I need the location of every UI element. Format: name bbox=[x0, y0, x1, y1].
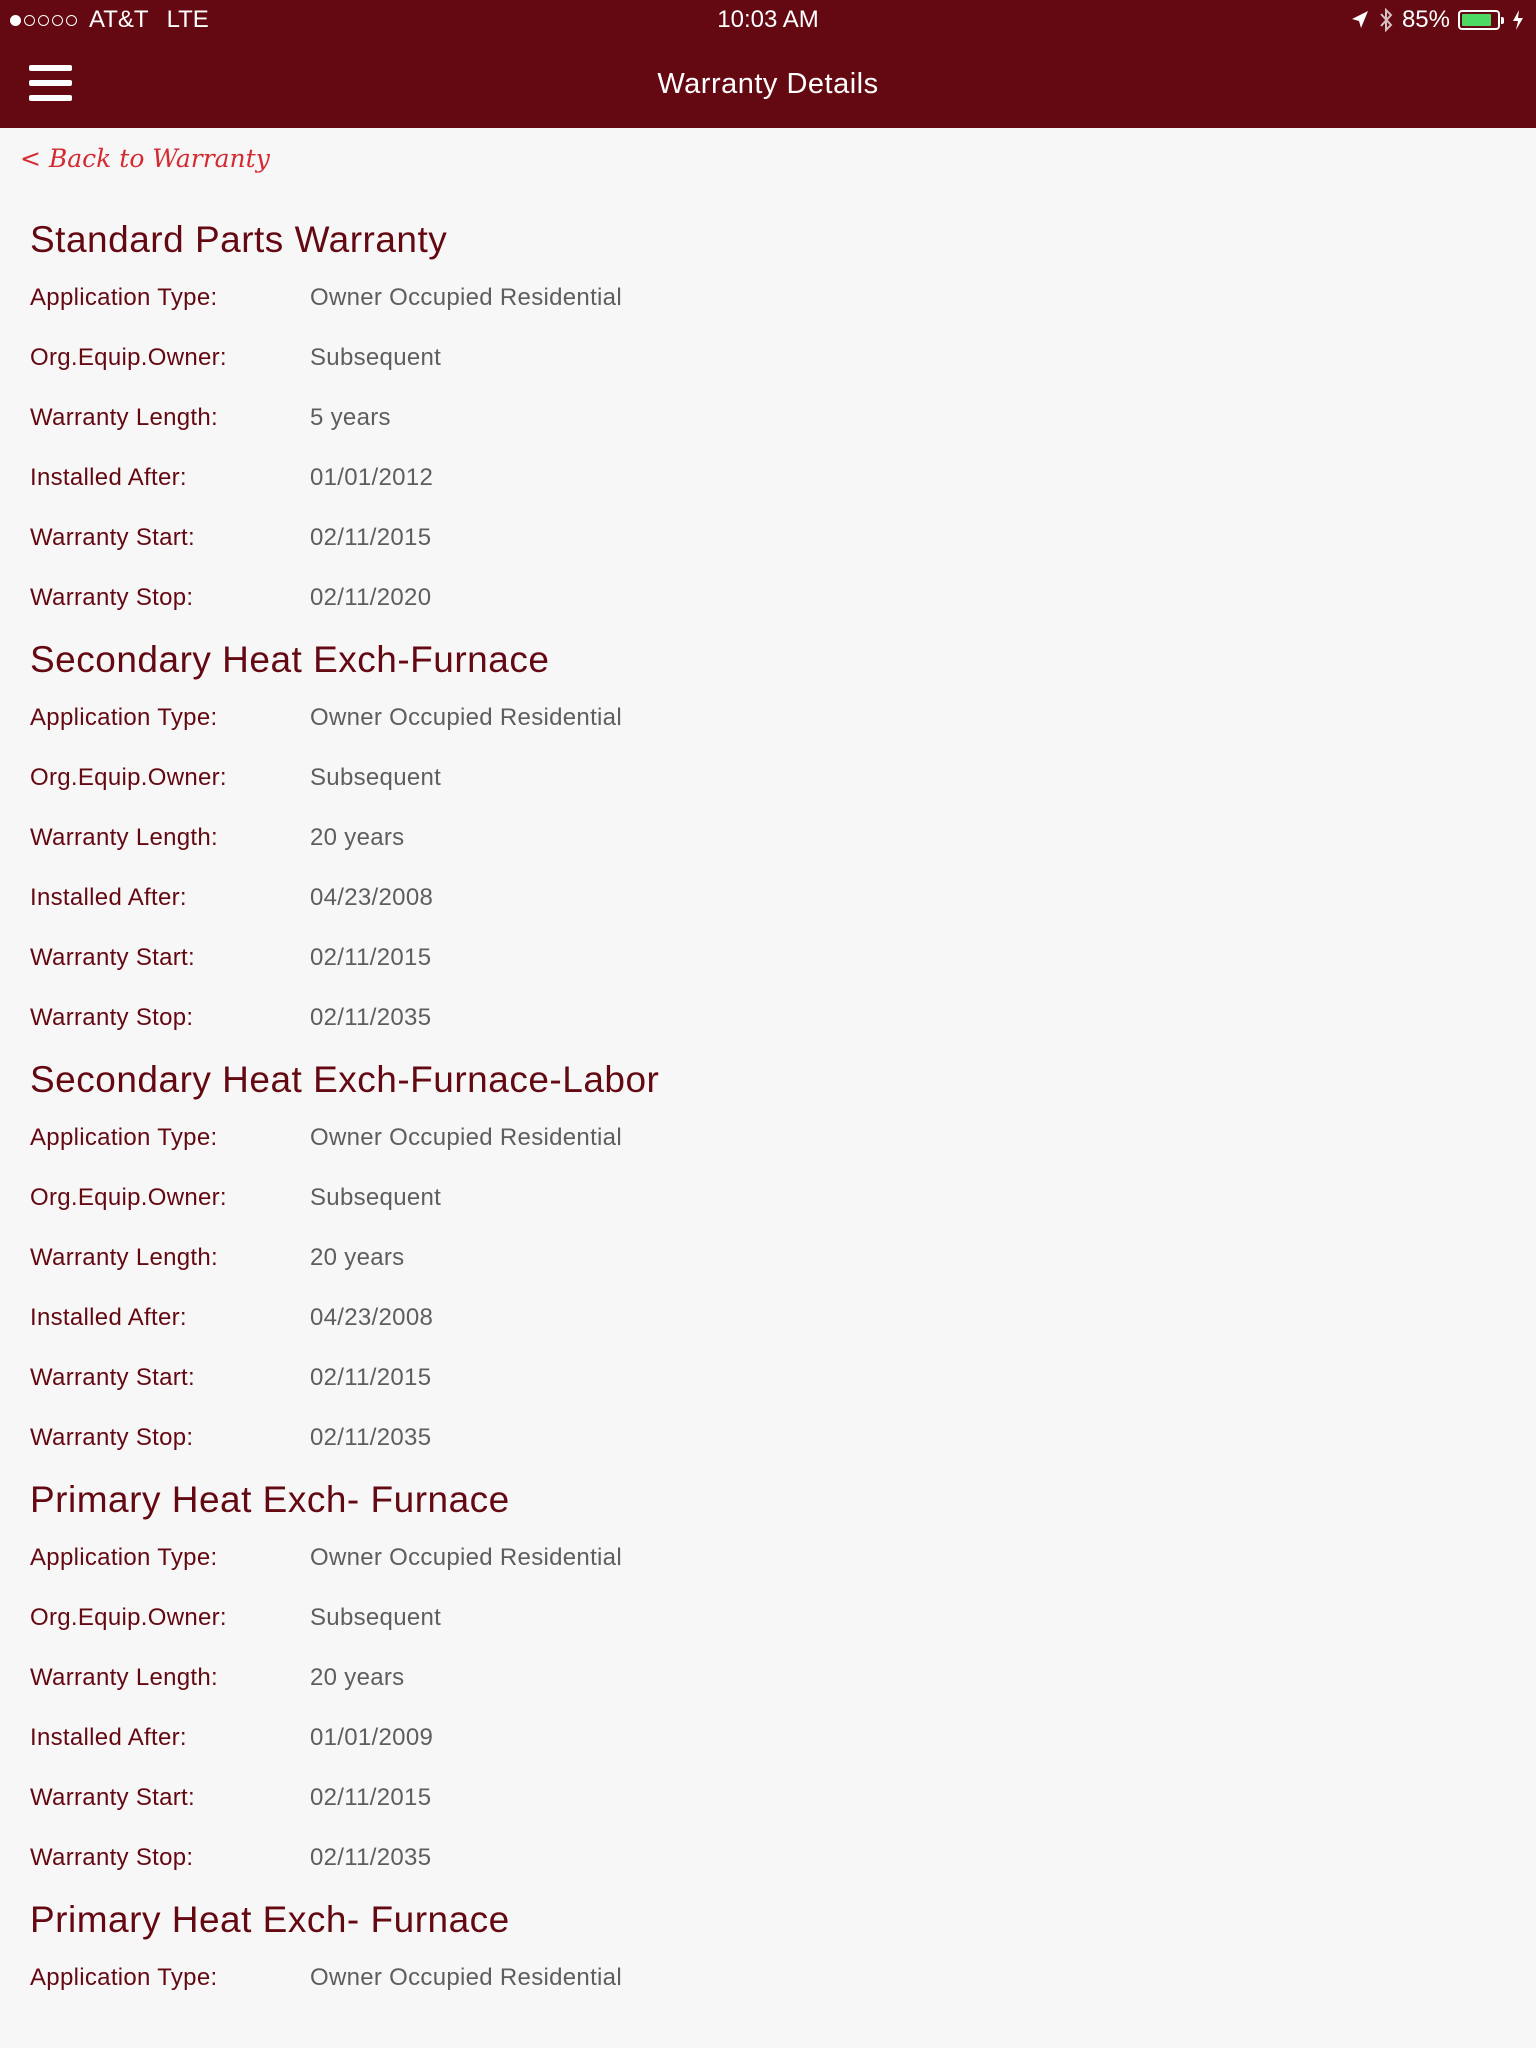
warranty-list bbox=[30, 212, 1506, 2012]
bluetooth-icon bbox=[1378, 7, 1394, 33]
detail-label: Installed After: bbox=[30, 1304, 187, 1331]
detail-label: Application Type: bbox=[30, 1124, 218, 1151]
detail-row bbox=[30, 1828, 1506, 1888]
detail-label: Warranty Length: bbox=[30, 1664, 218, 1691]
detail-row bbox=[30, 1348, 1506, 1408]
detail-value: Owner Occupied Residential bbox=[310, 1544, 622, 1571]
warranty-title: Secondary Heat Exch-Furnace-Labor bbox=[30, 1059, 660, 1100]
detail-label: Warranty Length: bbox=[30, 824, 218, 851]
detail-value: 02/11/2035 bbox=[310, 1424, 432, 1451]
detail-label: Warranty Stop: bbox=[30, 584, 194, 611]
detail-label: Org.Equip.Owner: bbox=[30, 344, 227, 371]
detail-row bbox=[30, 1588, 1506, 1648]
detail-label: Org.Equip.Owner: bbox=[30, 1604, 227, 1631]
warranty-title: Primary Heat Exch- Furnace bbox=[30, 1479, 510, 1520]
charging-bolt-icon bbox=[1512, 9, 1524, 31]
status-bar bbox=[0, 0, 1536, 40]
detail-row bbox=[30, 688, 1506, 748]
top-bar bbox=[0, 0, 1536, 128]
location-arrow-icon bbox=[1350, 9, 1370, 31]
detail-row bbox=[30, 568, 1506, 628]
detail-row bbox=[30, 508, 1506, 568]
detail-label: Installed After: bbox=[30, 1724, 187, 1751]
detail-value: 02/11/2020 bbox=[310, 584, 432, 611]
detail-row bbox=[30, 1948, 1506, 2008]
detail-value: 02/11/2015 bbox=[310, 524, 432, 551]
detail-row bbox=[30, 1408, 1506, 1468]
warranty-section bbox=[30, 212, 1506, 632]
detail-row bbox=[30, 868, 1506, 928]
detail-label: Org.Equip.Owner: bbox=[30, 1184, 227, 1211]
detail-value: 5 years bbox=[310, 404, 391, 431]
detail-value: 02/11/2015 bbox=[310, 1364, 432, 1391]
detail-label: Application Type: bbox=[30, 1964, 218, 1991]
network-type: LTE bbox=[166, 6, 209, 33]
detail-value: 01/01/2009 bbox=[310, 1724, 434, 1751]
battery-icon bbox=[1458, 10, 1500, 30]
detail-value: Subsequent bbox=[310, 1184, 442, 1211]
detail-row bbox=[30, 748, 1506, 808]
detail-value: 01/01/2012 bbox=[310, 464, 434, 491]
detail-label: Application Type: bbox=[30, 1544, 218, 1571]
detail-row bbox=[30, 1768, 1506, 1828]
warranty-section bbox=[30, 1472, 1506, 1892]
navigation-bar bbox=[0, 40, 1536, 128]
detail-value: Owner Occupied Residential bbox=[310, 1124, 622, 1151]
detail-value: 02/11/2015 bbox=[310, 944, 432, 971]
detail-value: 02/11/2015 bbox=[310, 1784, 432, 1811]
detail-label: Warranty Start: bbox=[30, 524, 195, 551]
detail-row bbox=[30, 1228, 1506, 1288]
detail-label: Warranty Start: bbox=[30, 1364, 195, 1391]
detail-label: Installed After: bbox=[30, 884, 187, 911]
detail-row bbox=[30, 1528, 1506, 1588]
detail-value: Subsequent bbox=[310, 344, 442, 371]
status-time: 10:03 AM bbox=[717, 6, 819, 33]
detail-row bbox=[30, 988, 1506, 1048]
detail-value: Owner Occupied Residential bbox=[310, 284, 622, 311]
detail-label: Warranty Start: bbox=[30, 944, 195, 971]
detail-label: Warranty Stop: bbox=[30, 1004, 194, 1031]
warranty-section bbox=[30, 1052, 1506, 1472]
detail-value: 02/11/2035 bbox=[310, 1844, 432, 1871]
detail-label: Application Type: bbox=[30, 704, 218, 731]
detail-label: Warranty Length: bbox=[30, 404, 218, 431]
detail-label: Installed After: bbox=[30, 464, 187, 491]
back-to-warranty-link[interactable]: < Back to Warranty bbox=[20, 144, 270, 173]
section-spacer bbox=[30, 2008, 1506, 2012]
detail-row bbox=[30, 388, 1506, 448]
detail-value: Owner Occupied Residential bbox=[310, 704, 622, 731]
detail-row bbox=[30, 1168, 1506, 1228]
battery-percent: 85% bbox=[1401, 6, 1450, 33]
detail-label: Application Type: bbox=[30, 284, 218, 311]
detail-label: Warranty Length: bbox=[30, 1244, 218, 1271]
carrier-name: AT&T bbox=[89, 6, 149, 33]
status-right bbox=[1350, 0, 1524, 40]
detail-value: 04/23/2008 bbox=[310, 884, 434, 911]
detail-value: 20 years bbox=[310, 824, 405, 851]
warranty-section bbox=[30, 632, 1506, 1052]
detail-row bbox=[30, 1648, 1506, 1708]
detail-row bbox=[30, 448, 1506, 508]
battery-level-fill bbox=[1462, 14, 1491, 26]
detail-row bbox=[30, 1288, 1506, 1348]
detail-value: 20 years bbox=[310, 1244, 405, 1271]
detail-value: 20 years bbox=[310, 1664, 405, 1691]
detail-value: 04/23/2008 bbox=[310, 1304, 434, 1331]
detail-label: Org.Equip.Owner: bbox=[30, 764, 227, 791]
detail-value: Subsequent bbox=[310, 764, 442, 791]
detail-row bbox=[30, 268, 1506, 328]
detail-row bbox=[30, 1708, 1506, 1768]
warranty-title: Secondary Heat Exch-Furnace bbox=[30, 639, 550, 680]
detail-label: Warranty Stop: bbox=[30, 1844, 194, 1871]
detail-row bbox=[30, 328, 1506, 388]
warranty-title: Standard Parts Warranty bbox=[30, 219, 448, 260]
warranty-section bbox=[30, 1892, 1506, 2012]
detail-label: Warranty Stop: bbox=[30, 1424, 194, 1451]
detail-value: 02/11/2035 bbox=[310, 1004, 432, 1031]
detail-value: Subsequent bbox=[310, 1604, 442, 1631]
detail-row bbox=[30, 928, 1506, 988]
warranty-title: Primary Heat Exch- Furnace bbox=[30, 1899, 510, 1940]
detail-label: Warranty Start: bbox=[30, 1784, 195, 1811]
page-title: Warranty Details bbox=[657, 68, 879, 100]
detail-row bbox=[30, 1108, 1506, 1168]
detail-row bbox=[30, 808, 1506, 868]
detail-value: Owner Occupied Residential bbox=[310, 1964, 622, 1991]
